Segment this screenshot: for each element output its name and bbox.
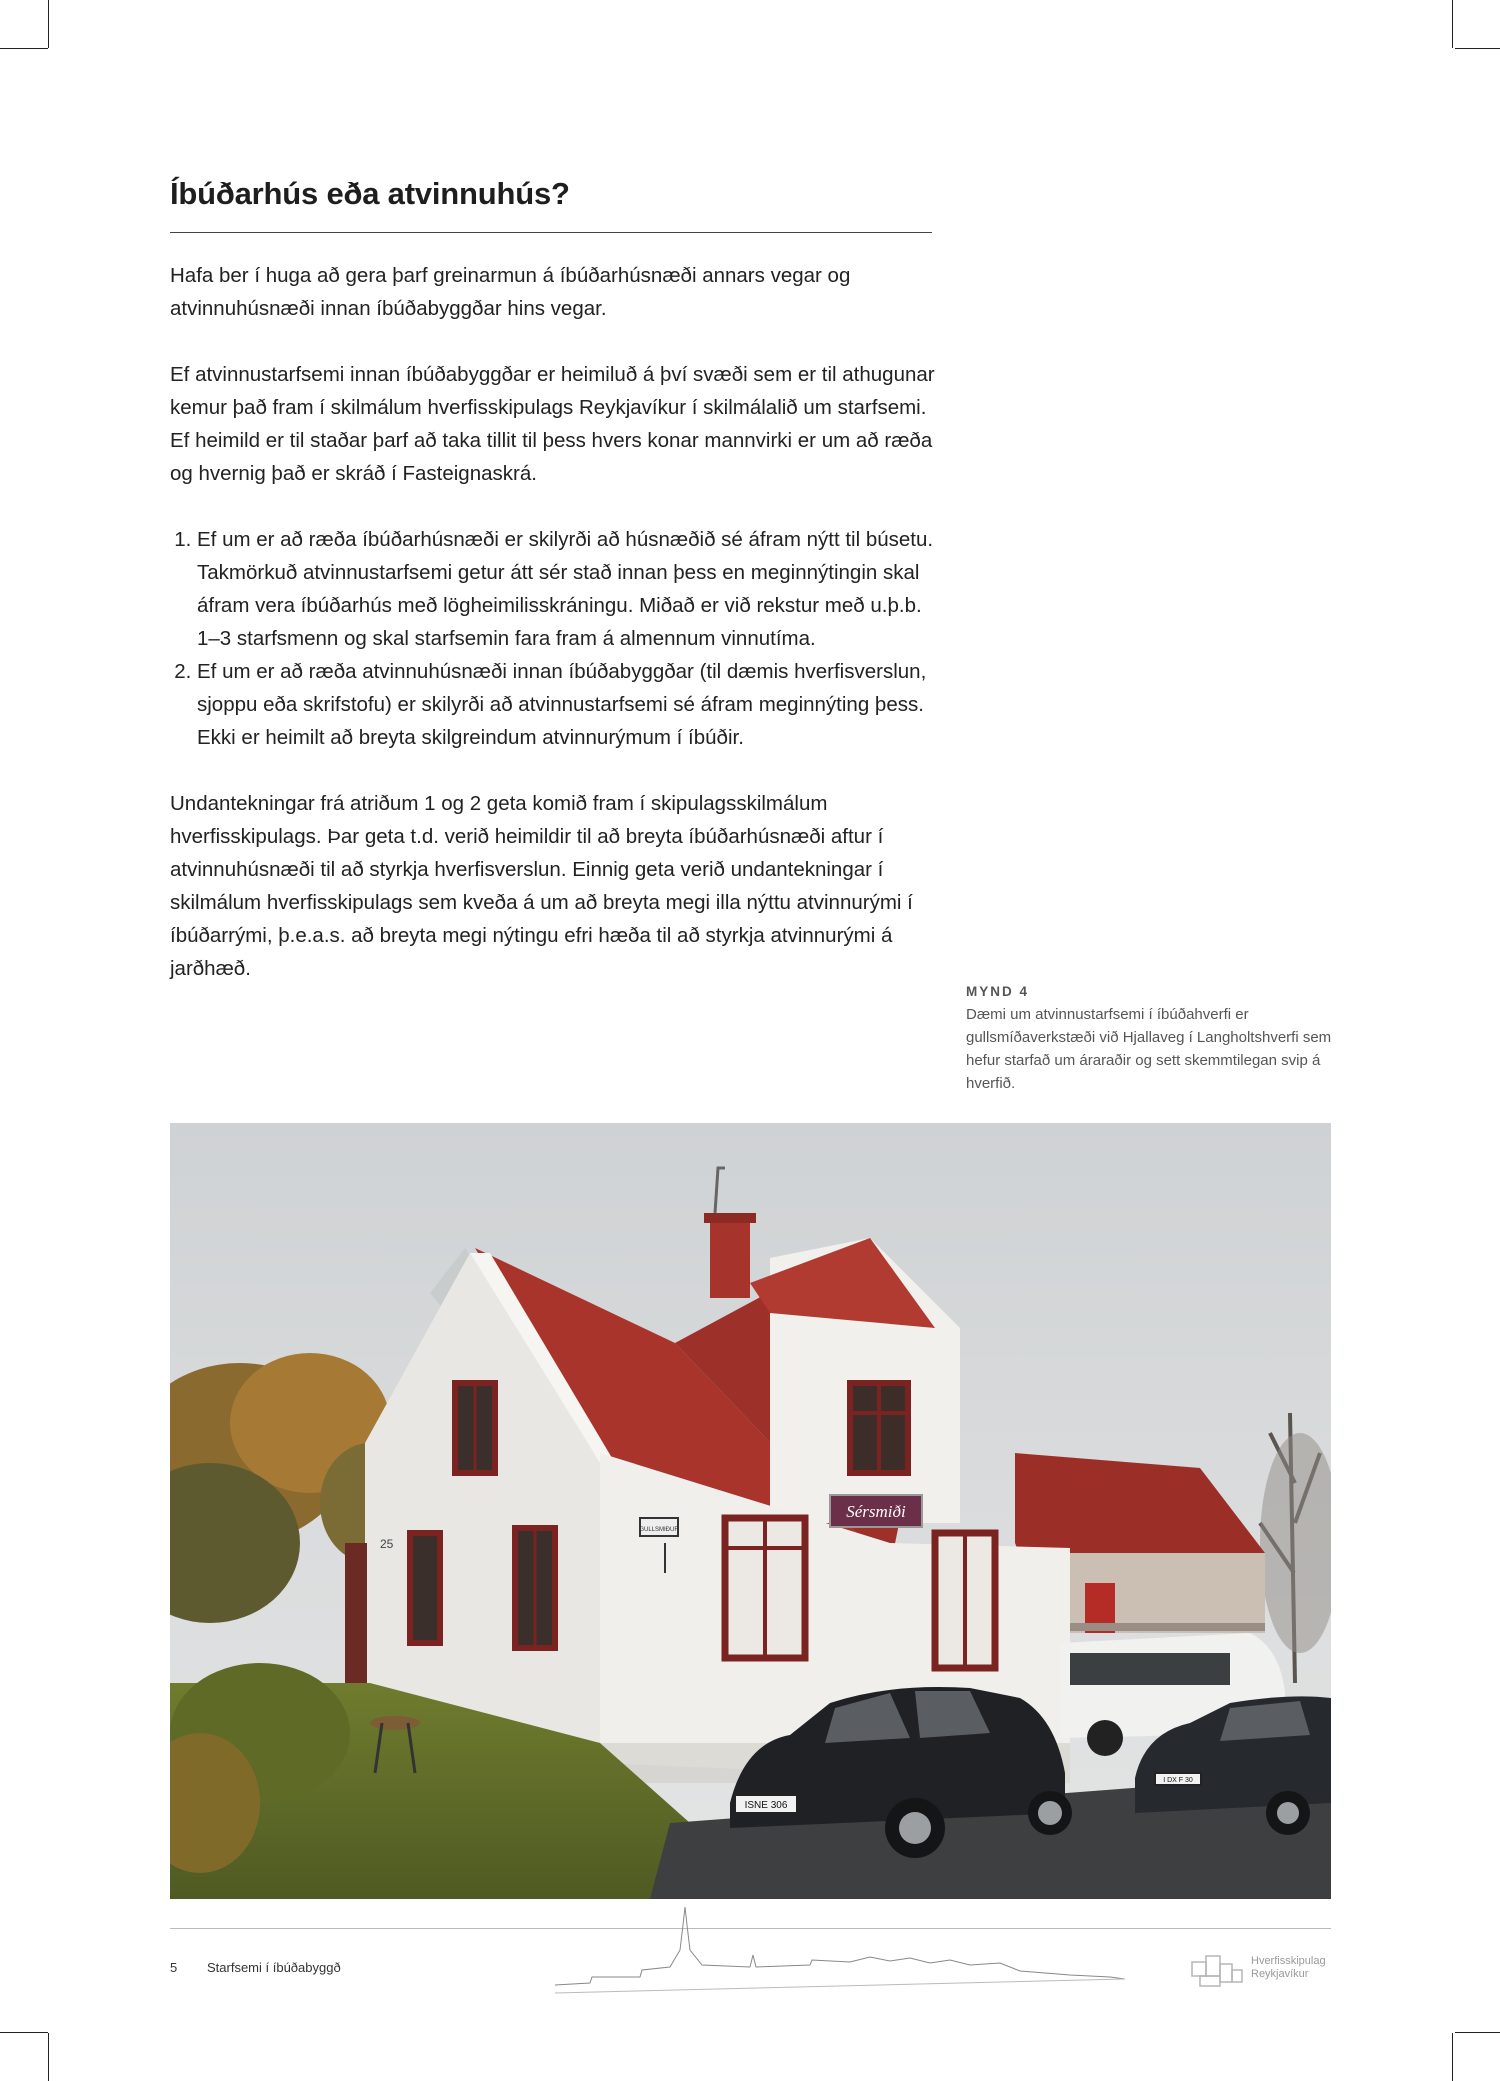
house-number: 25	[380, 1537, 394, 1551]
body-text	[170, 259, 940, 1018]
crop-mark	[1455, 48, 1500, 49]
plate-left: ISNE 306	[744, 1800, 788, 1811]
page-title: Íbúðarhús eða atvinnuhús?	[170, 176, 570, 211]
crop-mark	[48, 0, 49, 48]
small-sign-text: GULLSMIÐUR	[639, 1527, 679, 1533]
title-divider	[170, 232, 932, 233]
paragraph: Ef atvinnustarfsemi innan íbúðabyggðar er heimiluð á því svæði sem er til athugunar kemur það fram í skilmálum hverfisskipulags Reykjavíkur í skilmálalið um starfsemi. Ef heimild er til staðar þarf að taka tillit til þess hvers konar mannvirki er um að ræða og hvernig það er skráð í Fasteignaskrá.	[170, 363, 935, 485]
plate-right: I DX F 30	[1163, 1777, 1193, 1784]
crop-mark	[48, 2033, 49, 2081]
page-number: 5	[170, 1960, 178, 1975]
figure-label: MYND 4	[966, 984, 1030, 999]
numbered-list	[170, 523, 940, 754]
footer-document-title: Starfsemi í íbúðabyggð	[207, 1960, 341, 1975]
house-photo	[170, 1123, 1331, 1899]
intro-paragraph: Hafa ber í huga að gera þarf greinarmun á íbúðarhúsnæði annars vegar og atvinnuhúsnæði innan íbúðabyggðar hins vegar.	[170, 264, 851, 320]
caption-text: Dæmi um atvinnustarfsemi í íbúðahverfi er gullsmíðaverkstæði við Hjallaveg í Langholtshverfi sem hefur starfað um áraraðir og sett skemmtilegan svip á hverfið.	[966, 1006, 1332, 1092]
list-item: 2. Ef um er að ræða atvinnuhúsnæði innan íbúðabyggðar (til dæmis hverfisverslun, sjoppu eða skrifstofu) er skilyrði að atvinnustarfsemi sé áfram meginnýting þess. Ekki er heimilt að breyta skilgreindum atvinnurýmum í íbúðir.	[197, 655, 940, 754]
crop-mark	[1455, 2032, 1500, 2033]
brand-line-1: Hverfisskipulag	[1251, 1955, 1326, 1967]
paragraph: Undantekningar frá atriðum 1 og 2 geta komið fram í skipulagsskilmálum hverfisskipulags. Þar geta t.d. verið heimildir til að breyta íbúðarhúsnæði aftur í atvinnuhúsnæði til að styrkja hverfisverslun. Einnig geta verið undantekningar í skilmálum hverfisskipulags sem kveða á um að breyta megi illa nýttu atvinnurými í íbúðarrými, þ.e.a.s. að breyta megi nýtingu efri hæða til að styrkja atvinnurými á jarðhæð.	[170, 792, 913, 980]
shop-sign-text: Sérsmiði	[846, 1502, 906, 1521]
crop-mark	[0, 2032, 48, 2033]
brand-wordmark	[1251, 1955, 1326, 1981]
crop-mark	[1452, 0, 1453, 48]
skyline-illustration	[550, 1905, 1130, 1995]
crop-mark	[1452, 2033, 1453, 2081]
hverfisskipulag-logo-icon	[1188, 1950, 1248, 1990]
crop-mark	[0, 48, 48, 49]
brand-line-2: Reykjavíkur	[1251, 1968, 1309, 1980]
list-item: 1. Ef um er að ræða íbúðarhúsnæði er skilyrði að húsnæðið sé áfram nýtt til búsetu. Takmörkuð atvinnustarfsemi getur átt sér stað innan þess en meginnýtingin skal áfram vera íbúðarhús með lögheimilisskráningu. Miðað er við rekstur með u.þ.b. 1–3 starfsmenn og skal starfsemin fara fram á almennum vinnutíma.	[197, 523, 940, 655]
figure-caption	[966, 980, 1336, 1095]
